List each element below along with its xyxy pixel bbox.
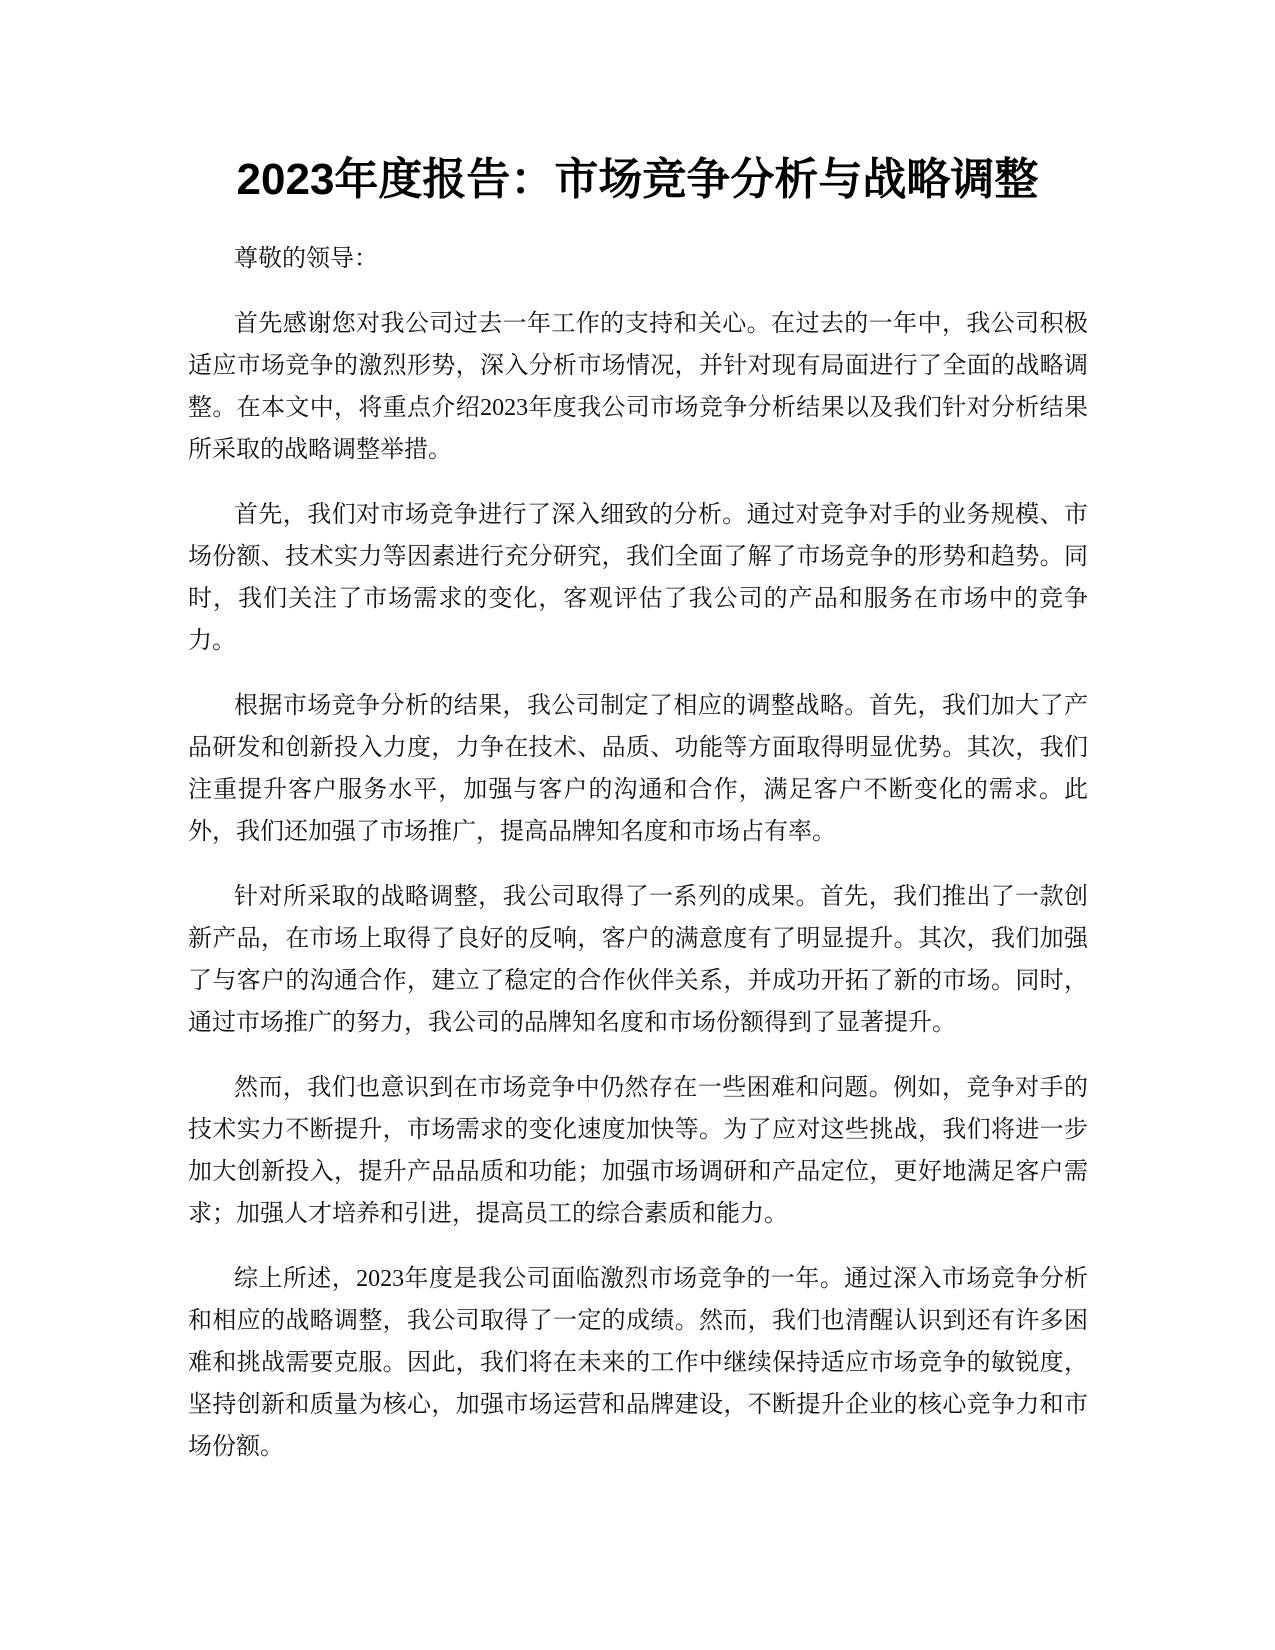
paragraph-2: 首先，我们对市场竞争进行了深入细致的分析。通过对竞争对手的业务规模、市场份额、技术实力等因素进行充分研究，我们全面了解了市场竞争的形势和趋势。同时，我们关注了市场需求的变化，客观评估了我公司的产品和服务在市场中的竞争力。 xyxy=(188,502,1088,654)
document-title: 2023年度报告：市场竞争分析与战略调整 xyxy=(236,155,1039,204)
paragraph-4: 针对所采取的战略调整，我公司取得了一系列的成果。首先，我们推出了一款创新产品，在市场上取得了良好的反响，客户的满意度有了明显提升。其次，我们加强了与客户的沟通合作，建立了稳定的合作伙伴关系，并成功开拓了新的市场。同时，通过市场推广的努力，我公司的品牌知名度和市场份额得到了显著提升。 xyxy=(188,884,1088,1036)
greeting: 尊敬的领导： xyxy=(234,246,378,272)
paragraph-6: 综上所述，2023年度是我公司面临激烈市场竞争的一年。通过深入市场竞争分析和相应的战略调整，我公司取得了一定的成绩。然而，我们也清醒认识到还有许多困难和挑战需要克服。因此，我们将在未来的工作中继续保持适应市场竞争的敏锐度，坚持创新和质量为核心，加强市场运营和品牌建设，不断提升企业的核心竞争力和市场份额。 xyxy=(188,1266,1088,1460)
paragraph-3: 根据市场竞争分析的结果，我公司制定了相应的调整战略。首先，我们加大了产品研发和创新投入力度，力争在技术、品质、功能等方面取得明显优势。其次，我们注重提升客户服务水平，加强与客户的沟通和合作，满足客户不断变化的需求。此外，我们还加强了市场推广，提高品牌知名度和市场占有率。 xyxy=(188,693,1088,845)
paragraph-1: 首先感谢您对我公司过去一年工作的支持和关心。在过去的一年中，我公司积极适应市场竞争的激烈形势，深入分析市场情况，并针对现有局面进行了全面的战略调整。在本文中，将重点介绍2023年度我公司市场竞争分析结果以及我们针对分析结果所采取的战略调整举措。 xyxy=(188,311,1088,463)
document-body xyxy=(188,238,1088,1491)
paragraph-5: 然而，我们也意识到在市场竞争中仍然存在一些困难和问题。例如，竞争对手的技术实力不断提升，市场需求的变化速度加快等。为了应对这些挑战，我们将进一步加大创新投入，提升产品品质和功能；加强市场调研和产品定位，更好地满足客户需求；加强人才培养和引进，提高员工的综合素质和能力。 xyxy=(188,1075,1088,1227)
